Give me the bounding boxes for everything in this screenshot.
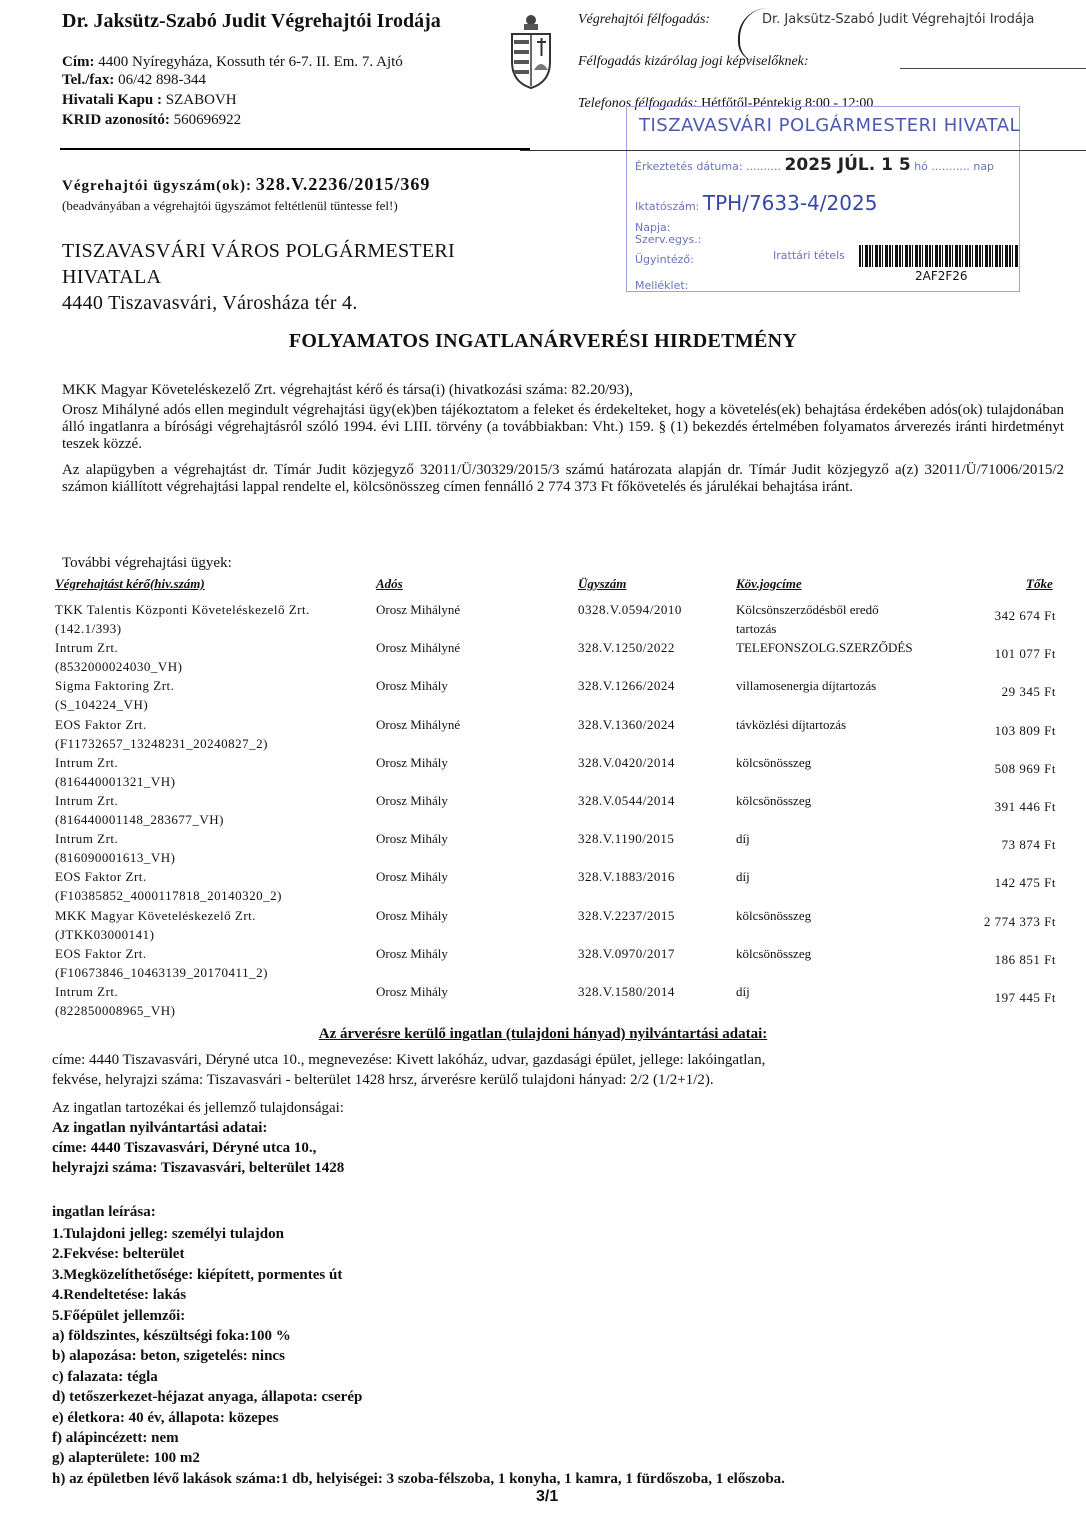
recipient-address: 4440 Tiszavasvári, Városháza tér 4. bbox=[62, 292, 358, 314]
page-number: 3/1 bbox=[536, 1488, 559, 1505]
table-cell-debtor: Orosz Mihályné bbox=[376, 602, 461, 617]
property-description-item: g) alapterülete: 100 m2 bbox=[52, 1450, 200, 1467]
header-divider bbox=[60, 148, 530, 150]
property-description-item: 2.Fekvése: belterület bbox=[52, 1246, 185, 1263]
property-description-item: d) tetőszerkezet-héjazat anyaga, állapota: cserép bbox=[52, 1389, 363, 1406]
table-cell-creditor: Sigma Faktoring Zrt. bbox=[55, 678, 175, 694]
table-cell-claim: díj bbox=[736, 869, 750, 885]
table-cell-claim: díj bbox=[736, 831, 750, 847]
table-cell-ref: (F10385852_4000117818_20140320_2) bbox=[55, 888, 282, 904]
table-cell-ref: (816090001613_VH) bbox=[55, 850, 176, 866]
table-cell-debtor: Orosz Mihály bbox=[376, 754, 448, 770]
table-cell-creditor: EOS Faktor Zrt. bbox=[55, 869, 147, 885]
office-name: Dr. Jaksütz-Szabó Judit Végrehajtói Irodája bbox=[62, 10, 441, 32]
table-cell-case: 0328.V.0594/2010 bbox=[578, 602, 682, 617]
table-cell-creditor: Intrum Zrt. bbox=[55, 754, 119, 770]
property-line-6: helyrajzi száma: Tiszavasvári, belterület 1428 bbox=[52, 1160, 345, 1176]
office-krid: KRID azonosító: 560696922 bbox=[62, 112, 242, 128]
table-cell-claim-cont: tartozás bbox=[736, 621, 777, 636]
registry-stamp-title: TISZAVASVÁRI POLGÁRMESTERI HIVATAL bbox=[639, 115, 1021, 136]
column-header-case: Ügyszám bbox=[578, 576, 627, 591]
table-cell-creditor: EOS Faktor Zrt. bbox=[55, 716, 147, 732]
property-description-title: ingatlan leírása: bbox=[52, 1204, 156, 1220]
barcode-code: 2AF2F26 bbox=[915, 269, 968, 283]
column-header-creditor: Végrehajtást kérő(hiv.szám) bbox=[55, 576, 205, 591]
case-note: (beadványában a végrehajtói ügyszámot feltétlenül tüntesse fel!) bbox=[62, 198, 398, 213]
document-title: FOLYAMATOS INGATLANÁRVERÉSI HIRDETMÉNY bbox=[288, 330, 798, 352]
reception-label: Végrehajtói félfogadás: bbox=[578, 12, 711, 27]
property-description-item: 4.Rendeltetése: lakás bbox=[52, 1287, 187, 1304]
table-cell-ref: (142.1/393) bbox=[55, 621, 122, 636]
table-cell-amount: 29 345 Ft bbox=[1001, 684, 1056, 700]
office-phone: Tel./fax: 06/42 898-344 bbox=[62, 72, 207, 88]
table-cell-debtor: Orosz Mihály bbox=[376, 831, 448, 847]
table-cell-amount: 197 445 Ft bbox=[994, 990, 1056, 1005]
table-cell-claim: díj bbox=[736, 984, 750, 999]
table-cell-case: 328.V.1883/2016 bbox=[578, 869, 675, 885]
table-cell-debtor: Orosz Mihályné bbox=[376, 716, 461, 732]
office-gateway: Hivatali Kapu : SZABOVH bbox=[62, 92, 237, 108]
table-cell-case: 328.V.1266/2024 bbox=[578, 678, 675, 694]
property-description-item: a) földszintes, készültségi foka:100 % bbox=[52, 1328, 291, 1344]
table-cell-creditor: Intrum Zrt. bbox=[55, 831, 119, 847]
case-number: Végrehajtói ügyszám(ok): 328.V.2236/2015/369 bbox=[62, 174, 431, 194]
property-description-item: 3.Megközelíthetősége: kiépített, pormentes út bbox=[52, 1266, 343, 1283]
table-cell-case: 328.V.1580/2014 bbox=[578, 984, 675, 999]
table-cell-amount: 142 475 Ft bbox=[994, 875, 1056, 891]
column-header-amount: Tőke bbox=[1026, 576, 1053, 591]
table-cell-claim: TELEFONSZOLG.SZERZŐDÉS bbox=[736, 640, 913, 656]
file-number-row: Iktatószám: TPH/7633-4/2025 bbox=[635, 191, 878, 215]
table-cell-claim: távközlési díjtartozás bbox=[736, 716, 847, 732]
column-header-debtor: Adós bbox=[376, 576, 403, 591]
signature-stamp-text: Dr. Jaksütz-Szabó Judit Végrehajtói Irodája bbox=[762, 12, 1035, 27]
property-line-4: Az ingatlan nyilvántartási adatai: bbox=[52, 1120, 268, 1136]
table-cell-creditor: EOS Faktor Zrt. bbox=[55, 945, 147, 961]
table-cell-ref: (S_104224_VH) bbox=[55, 697, 149, 713]
table-cell-claim: villamosenergia díjtartozás bbox=[736, 678, 877, 694]
phone-reception: Telefonos félfogadás: Hétfőtől-Péntekig 8:00 - 12:00 bbox=[578, 96, 874, 111]
table-cell-case: 328.V.0544/2014 bbox=[578, 793, 675, 808]
table-cell-creditor: MKK Magyar Követeléskezelő Zrt. bbox=[55, 907, 257, 923]
table-cell-amount: 2 774 373 Ft bbox=[983, 913, 1056, 929]
office-address: Cím: 4400 Nyíregyháza, Kossuth tér 6-7. II. Em. 7. Ajtó bbox=[62, 54, 403, 70]
property-section-title: Az árverésre kerülő ingatlan (tulajdoni hányad) nyilvántartási adatai: bbox=[318, 1026, 768, 1042]
property-description-item: 1.Tulajdoni jelleg: személyi tulajdon bbox=[52, 1226, 284, 1242]
table-cell-case: 328.V.0970/2017 bbox=[578, 945, 675, 961]
table-cell-ref: (8532000024030_VH) bbox=[55, 659, 183, 675]
property-line-3: Az ingatlan tartozékai és jellemző tulajdonságai: bbox=[52, 1100, 344, 1116]
registry-stamp bbox=[626, 106, 1020, 292]
table-cell-case: 328.V.0420/2014 bbox=[578, 754, 675, 770]
table-cell-debtor: Orosz Mihály bbox=[376, 793, 448, 808]
property-line-2: fekvése, helyrajzi száma: Tiszavasvári - belterület 1428 hrsz, árverésre kerülő tulajdoni hányad: 2/2 (1/2+1/2). bbox=[52, 1072, 714, 1088]
table-cell-amount: 508 969 Ft bbox=[994, 760, 1056, 776]
table-cell-claim: kölcsönösszeg bbox=[736, 907, 812, 923]
property-line-5: címe: 4440 Tiszavasvári, Déryné utca 10., bbox=[52, 1140, 317, 1156]
property-description-item: c) falazata: tégla bbox=[52, 1368, 158, 1385]
day-label: Napja: bbox=[635, 221, 671, 234]
table-cell-creditor: Intrum Zrt. bbox=[55, 793, 119, 808]
table-cell-ref: (F11732657_13248231_20240827_2) bbox=[55, 735, 268, 751]
paragraph-debtor: Orosz Mihályné adós ellen megindult végrehajtási ügy(ek)ben tájékoztatom a feleket és érdekelteket, hogy a követelés(ek) behajtása érdekében adós(ok) tulajdonában álló ingatlanra a bírósági végrehajtásról szóló 1994. évi LIII. törvény (a továbbiakban: Vht.) 159. § (1) bekezdés értelmében folyamatos árverezés iránti hirdetményt teszek közzé. bbox=[62, 402, 1064, 452]
reception-note: Félfogadás kizárólag jogi képviselőknek: bbox=[578, 54, 809, 69]
barcode-icon bbox=[859, 245, 1019, 267]
recipient-line-1: TISZAVASVÁRI VÁROS POLGÁRMESTERI bbox=[62, 240, 455, 262]
table-cell-amount: 103 809 Ft bbox=[994, 722, 1056, 738]
table-cell-debtor: Orosz Mihály bbox=[376, 678, 448, 694]
table-cell-amount: 342 674 Ft bbox=[994, 608, 1056, 623]
table-cell-case: 328.V.1250/2022 bbox=[578, 640, 675, 656]
table-cell-case: 328.V.2237/2015 bbox=[578, 907, 675, 923]
clerk-label: Ügyintéző: bbox=[635, 253, 694, 266]
dept-label: Szerv.egys.: bbox=[635, 233, 702, 246]
table-cell-debtor: Orosz Mihály bbox=[376, 869, 448, 885]
table-cell-creditor: TKK Talentis Központi Követeléskezelő Zrt. bbox=[55, 602, 310, 617]
property-description-item: 5.Főépület jellemzői: bbox=[52, 1307, 186, 1324]
paragraph-basis: Az alapügyben a végrehajtást dr. Tímár Judit közjegyző 32011/Ü/30329/2015/3 számú határozata alapján dr. Tímár Judit közjegyző a(z) 32011/Ü/71006/2015/2 számon kiállított végrehajtási lappal rendelte el, kölcsönösszeg címen fennálló 2 774 373 Ft főkövetelés és járulékai behajtása iránt. bbox=[62, 462, 1064, 495]
archive-label: Irattári tétels bbox=[773, 249, 845, 262]
recipient-line-2: HIVATALA bbox=[62, 266, 162, 288]
table-cell-ref: (F10673846_10463139_20170411_2) bbox=[55, 964, 268, 980]
table-cell-ref: (JTKK03000141) bbox=[55, 926, 155, 942]
property-description-item: h) az épületben lévő lakások száma:1 db, helyiségei: 3 szoba-félszoba, 1 konyha, 1 kamra, 1 fürdőszoba, 1 előszoba. bbox=[52, 1470, 785, 1487]
table-cell-amount: 73 874 Ft bbox=[1001, 837, 1056, 853]
table-cell-debtor: Orosz Mihály bbox=[376, 945, 448, 961]
more-cases-title: További végrehajtási ügyek: bbox=[62, 555, 232, 571]
table-cell-case: 328.V.1360/2024 bbox=[578, 716, 675, 732]
stamp-strike-line bbox=[900, 68, 1086, 69]
property-description-item: e) életkora: 40 év, állapota: közepes bbox=[52, 1409, 279, 1426]
property-line-1: címe: 4440 Tiszavasvári, Déryné utca 10., megnevezése: Kivett lakóház, udvar, gazdasági épület, jellege: lakóingatlan, bbox=[52, 1052, 766, 1068]
table-cell-creditor: Intrum Zrt. bbox=[55, 984, 119, 999]
table-cell-debtor: Orosz Mihályné bbox=[376, 640, 461, 656]
paragraph-creditor: MKK Magyar Követeléskezelő Zrt. végrehajtást kérő és társa(i) (hivatkozási száma: 82.20/93), bbox=[62, 382, 634, 398]
attachment-label: Melléklet: bbox=[635, 279, 689, 292]
stamp-divider bbox=[520, 150, 1086, 151]
table-cell-claim: kölcsönösszeg bbox=[736, 945, 812, 961]
table-cell-debtor: Orosz Mihály bbox=[376, 984, 448, 999]
property-description-item: f) alápincézett: nem bbox=[52, 1430, 179, 1446]
table-cell-case: 328.V.1190/2015 bbox=[578, 831, 675, 847]
property-description-item: b) alapozása: beton, szigetelés: nincs bbox=[52, 1348, 285, 1365]
table-cell-creditor: Intrum Zrt. bbox=[55, 640, 119, 656]
table-cell-ref: (822850008965_VH) bbox=[55, 1003, 176, 1018]
received-date-row: Érkeztetés dátuma: .......... 2025 JÚL. 1 5 hó ........... nap bbox=[635, 155, 995, 175]
table-cell-claim: kölcsönösszeg bbox=[736, 793, 812, 808]
table-cell-ref: (816440001148_283677_VH) bbox=[55, 812, 224, 827]
table-cell-amount: 186 851 Ft bbox=[994, 951, 1056, 967]
column-header-claim: Köv.jogcíme bbox=[736, 576, 802, 591]
table-cell-amount: 391 446 Ft bbox=[994, 799, 1056, 814]
table-cell-amount: 101 077 Ft bbox=[994, 646, 1056, 662]
coat-of-arms-icon bbox=[506, 12, 556, 90]
table-cell-claim: Kölcsönszerződésből eredő bbox=[736, 602, 879, 617]
table-cell-ref: (816440001321_VH) bbox=[55, 773, 176, 789]
table-cell-claim: kölcsönösszeg bbox=[736, 754, 812, 770]
table-cell-debtor: Orosz Mihály bbox=[376, 907, 448, 923]
